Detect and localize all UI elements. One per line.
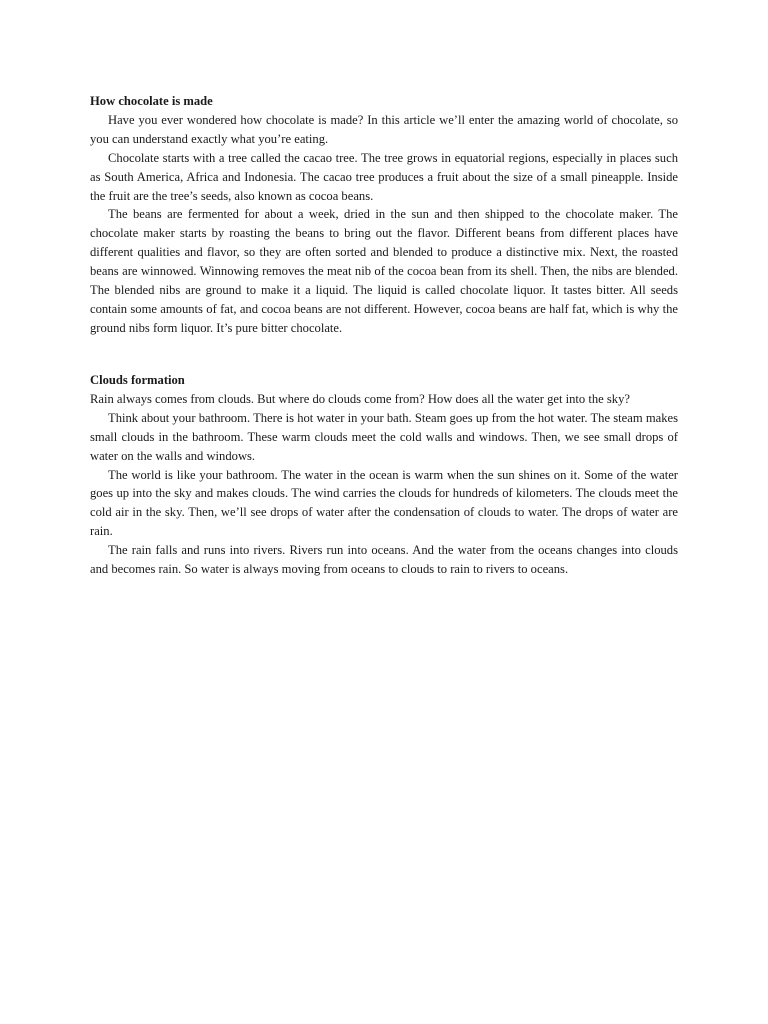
section-chocolate bbox=[90, 92, 678, 338]
paragraph: Rain always comes from clouds. But where do clouds come from? How does all the water get into the sky? bbox=[90, 391, 630, 406]
paragraph: Chocolate starts with a tree called the cacao tree. The tree grows in equatorial regions, especially in places such as South America, Africa and Indonesia. The cacao tree produces a fruit about the size of a small pineapple. Inside the fruit are the tree’s seeds, also known as cocoa beans. bbox=[90, 150, 678, 203]
paragraph: Have you ever wondered how chocolate is made? In this article we’ll enter the amazing world of chocolate, so you can understand exactly what you’re eating. bbox=[90, 112, 678, 146]
paragraph: The rain falls and runs into rivers. Rivers run into oceans. And the water from the oceans changes into clouds and becomes rain. So water is always moving from oceans to clouds to rain to rivers to oceans. bbox=[90, 543, 678, 577]
section-clouds bbox=[90, 371, 678, 579]
section-title: How chocolate is made bbox=[90, 94, 213, 108]
paragraph: The world is like your bathroom. The water in the ocean is warm when the sun shines on it. Some of the water goes up into the sky and makes clouds. The wind carries the clouds for hundreds of kilometers. The clouds meet the cold air in the sky. Then, we’ll see drops of water after the condensation of clouds to water. The drops of water are rain. bbox=[90, 467, 678, 539]
paragraph: Think about your bathroom. There is hot water in your bath. Steam goes up from the hot water. The steam makes small clouds in the bathroom. These warm clouds meet the cold walls and windows. Then, we see small drops of water on the walls and windows. bbox=[90, 410, 678, 463]
section-title: Clouds formation bbox=[90, 373, 185, 387]
paragraph: The beans are fermented for about a week, dried in the sun and then shipped to the chocolate maker. The chocolate maker starts by roasting the beans to bring out the flavor. Different beans from different places have different qualities and flavor, so they are often sorted and blended to produce a distinctive mix. Next, the roasted beans are winnowed. Winnowing removes the meat nib of the cocoa bean from its shell. Then, the nibs are blended. The blended nibs are ground to make it a liquid. The liquid is called chocolate liquor. It tastes bitter. All seeds contain some amounts of fat, and cocoa beans are not different. However, cocoa beans are half fat, which is why the ground nibs form liquor. It’s pure bitter chocolate. bbox=[90, 207, 678, 335]
